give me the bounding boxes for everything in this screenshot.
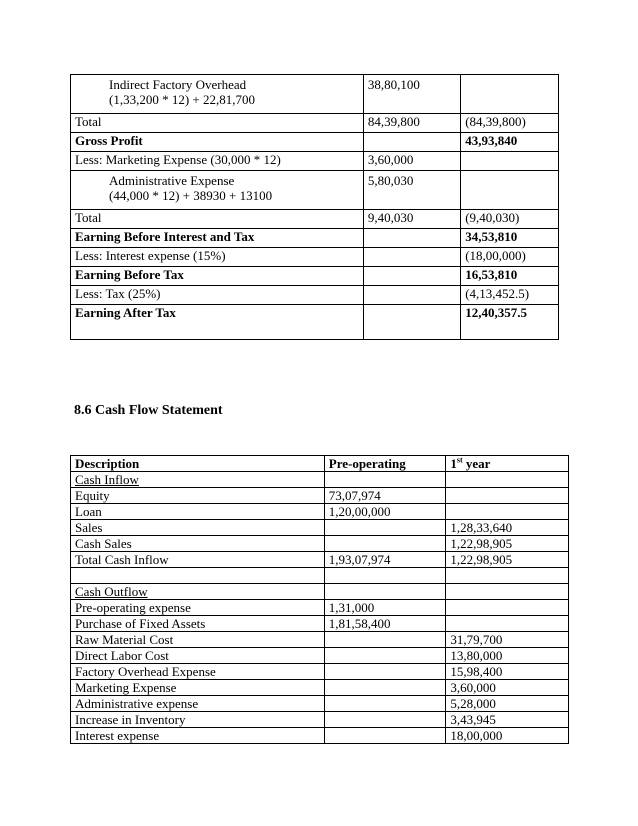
table-cell (363, 248, 460, 267)
table-cell: 16,53,810 (461, 267, 559, 286)
cash-flow-table (70, 455, 569, 744)
table-row (71, 616, 569, 632)
table-cell: Total (71, 114, 364, 133)
cell-text: Administrative Expense (109, 173, 235, 188)
table-row (71, 584, 569, 600)
table-cell (461, 75, 559, 114)
table-cell: Purchase of Fixed Assets (71, 616, 325, 632)
table-cell (446, 584, 569, 600)
table-cell: (84,39,800) (461, 114, 559, 133)
table-row (71, 248, 559, 267)
table-cell: Cash Sales (71, 536, 325, 552)
table-header-row (71, 456, 569, 472)
table-row (71, 552, 569, 568)
table-cell (71, 171, 364, 210)
table-row (71, 210, 559, 229)
table-row (71, 152, 559, 171)
table-cell: 1,31,000 (324, 600, 446, 616)
table-row (71, 504, 569, 520)
table-row (71, 600, 569, 616)
table-cell: 3,60,000 (446, 680, 569, 696)
table-row (71, 75, 559, 114)
table-cell (446, 488, 569, 504)
table-cell (324, 696, 446, 712)
table-cell: 31,79,700 (446, 632, 569, 648)
table-cell: 38,80,100 (363, 75, 460, 114)
table-row (71, 712, 569, 728)
table-cell (446, 616, 569, 632)
table-cell (324, 632, 446, 648)
table-cell (324, 648, 446, 664)
table-row (71, 696, 569, 712)
table-cell: Sales (71, 520, 325, 536)
table-cell (363, 286, 460, 305)
table-cell: Increase in Inventory (71, 712, 325, 728)
income-statement-table (70, 74, 559, 340)
table-cell: 43,93,840 (461, 133, 559, 152)
table-cell: Cash Inflow (71, 472, 325, 488)
table-cell: 1,20,00,000 (324, 504, 446, 520)
table-row (71, 568, 569, 584)
table-cell (71, 568, 325, 584)
table-cell (324, 680, 446, 696)
table-cell: Total (71, 210, 364, 229)
table-cell: Earning Before Interest and Tax (71, 229, 364, 248)
table-cell: Direct Labor Cost (71, 648, 325, 664)
header-description: Description (71, 456, 325, 472)
cell-text: (44,000 * 12) + 38930 + 13100 (109, 188, 273, 203)
table-cell (71, 75, 364, 114)
table-cell (363, 267, 460, 286)
table-row (71, 114, 559, 133)
table-row (71, 648, 569, 664)
table-row (71, 267, 559, 286)
table-row (71, 171, 559, 210)
table-cell (446, 568, 569, 584)
table-cell: 1,28,33,640 (446, 520, 569, 536)
table-row (71, 229, 559, 248)
table-cell: Administrative expense (71, 696, 325, 712)
table-cell: Equity (71, 488, 325, 504)
table-cell (461, 152, 559, 171)
table-cell: Raw Material Cost (71, 632, 325, 648)
table-cell: 18,00,000 (446, 728, 569, 744)
table-cell: Less: Marketing Expense (30,000 * 12) (71, 152, 364, 171)
header-pre-operating: Pre-operating (324, 456, 446, 472)
table-cell (363, 229, 460, 248)
table-cell (324, 536, 446, 552)
table-cell: (4,13,452.5) (461, 286, 559, 305)
table-cell (363, 305, 460, 340)
table-cell: Less: Tax (25%) (71, 286, 364, 305)
table-cell: (9,40,030) (461, 210, 559, 229)
table-cell: 1,22,98,905 (446, 552, 569, 568)
table-cell (461, 171, 559, 210)
table-cell: Less: Interest expense (15%) (71, 248, 364, 267)
table-row (71, 664, 569, 680)
table-cell: Factory Overhead Expense (71, 664, 325, 680)
table-cell: 13,80,000 (446, 648, 569, 664)
table-cell: 1,22,98,905 (446, 536, 569, 552)
table-cell: Interest expense (71, 728, 325, 744)
table-cell: 3,43,945 (446, 712, 569, 728)
table-cell: Loan (71, 504, 325, 520)
table-cell: 1,81,58,400 (324, 616, 446, 632)
table-cell: 9,40,030 (363, 210, 460, 229)
table-row (71, 520, 569, 536)
table-cell (324, 664, 446, 680)
table-cell (324, 472, 446, 488)
section-heading: 8.6 Cash Flow Statement (74, 403, 223, 418)
header-first-year-suffix: st (456, 455, 463, 465)
table-cell: 1,93,07,974 (324, 552, 446, 568)
header-first-year-word: year (465, 456, 491, 471)
table-cell: Total Cash Inflow (71, 552, 325, 568)
table-row (71, 488, 569, 504)
table-row (71, 472, 569, 488)
table-cell (324, 712, 446, 728)
table-cell: 3,60,000 (363, 152, 460, 171)
table-cell (324, 584, 446, 600)
table-row (71, 680, 569, 696)
table-cell: Earning Before Tax (71, 267, 364, 286)
table-cell: 34,53,810 (461, 229, 559, 248)
table-row (71, 632, 569, 648)
cell-text: (1,33,200 * 12) + 22,81,700 (109, 92, 255, 107)
table-cell: 73,07,974 (324, 488, 446, 504)
table-cell: 15,98,400 (446, 664, 569, 680)
table-cell: Earning After Tax (71, 305, 364, 340)
header-first-year-number: 1 (450, 456, 457, 471)
table-row (71, 305, 559, 340)
table-cell: 84,39,800 (363, 114, 460, 133)
table-cell: Marketing Expense (71, 680, 325, 696)
cell-text: Indirect Factory Overhead (109, 77, 247, 92)
table-cell (324, 520, 446, 536)
table-cell: Pre-operating expense (71, 600, 325, 616)
table-cell: 5,80,030 (363, 171, 460, 210)
table-cell: Gross Profit (71, 133, 364, 152)
table-cell (324, 728, 446, 744)
table-cell (446, 600, 569, 616)
table-row (71, 286, 559, 305)
table-cell: 12,40,357.5 (461, 305, 559, 340)
table-row (71, 133, 559, 152)
table-cell: (18,00,000) (461, 248, 559, 267)
table-row (71, 536, 569, 552)
table-cell (446, 504, 569, 520)
header-first-year (446, 456, 569, 472)
table-cell (324, 568, 446, 584)
table-cell (446, 472, 569, 488)
table-row (71, 728, 569, 744)
table-cell: Cash Outflow (71, 584, 325, 600)
table-cell: 5,28,000 (446, 696, 569, 712)
table-cell (363, 133, 460, 152)
